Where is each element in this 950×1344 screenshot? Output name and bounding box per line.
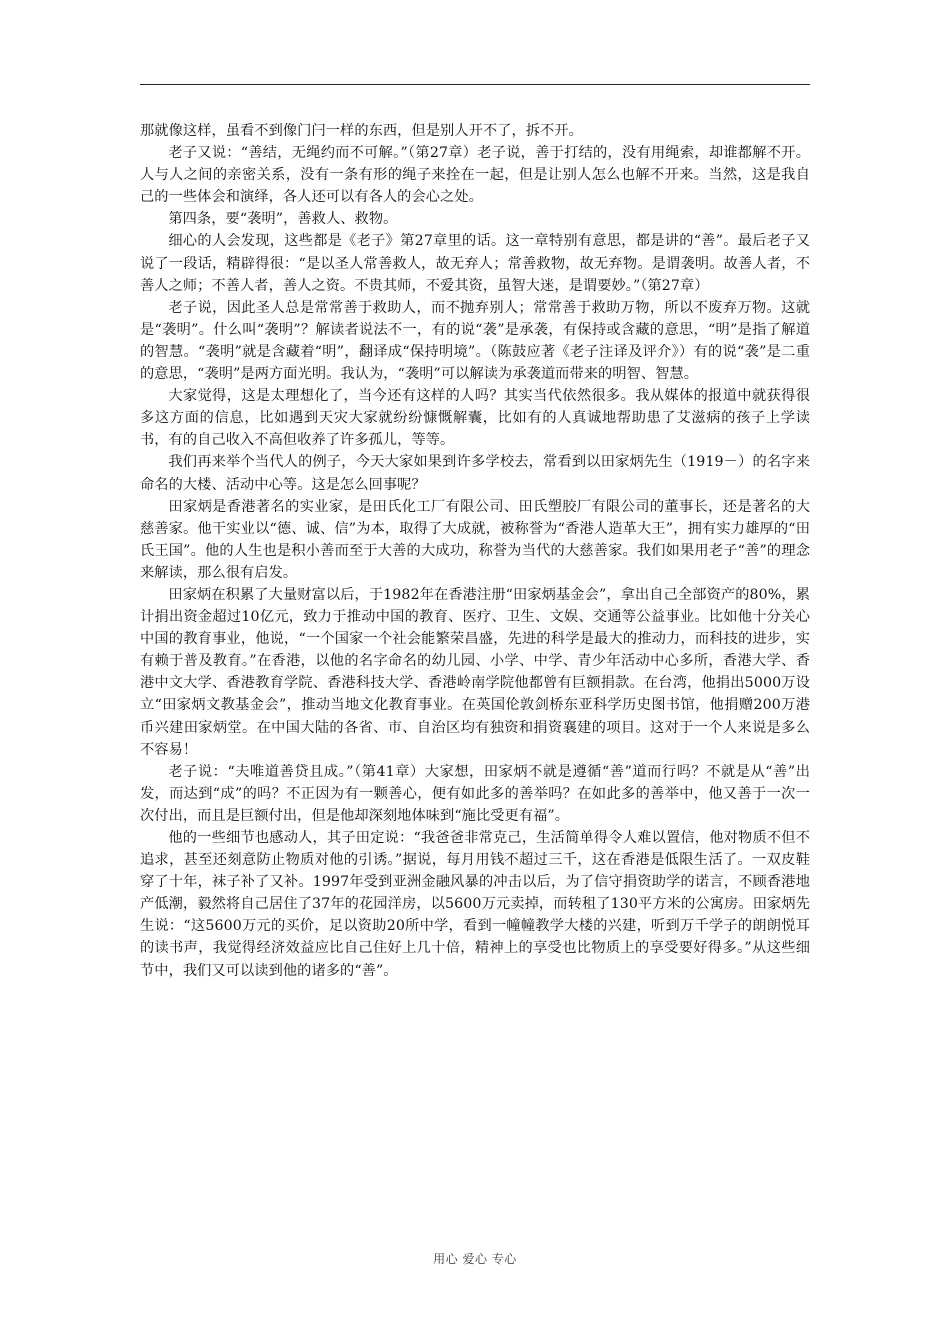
- paragraph: 我们再来举个当代人的例子，今天大家如果到许多学校去，常看到以田家炳先生（1919－）的名字来命名的大楼、活动中心等。这是怎么回事呢？: [140, 454, 810, 493]
- paragraph: 老子又说：“善结，无绳约而不可解。”（第27章）老子说，善于打结的，没有用绳索，却谁都解不开。人与人之间的亲密关系，没有一条有形的绳子来拴在一起，但是让别人怎么也解不开来。当然，这是我自己的一些体会和演绎，各人还可以有各人的会心之处。: [140, 145, 810, 206]
- paragraph: 他的一些细节也感动人，其子田定说：“我爸爸非常克己，生活简单得令人难以置信，他对物质不但不追求，甚至还刻意防止物质对他的引诱。”据说，每月用钱不超过三千，这在香港是低限生活了。一双皮鞋穿了十年，袜子补了又补。1997年受到亚洲金融风暴的冲击以后，为了信守捐资助学的诺言，不顾香港地产低潮，毅然将自己居住了37年的花园洋房，以5600万元卖掉，而转租了130平方米的公寓房。田家炳先生说：“这5600万元的买价，足以资助20所中学，看到一幢幢教学大楼的兴建，听到万千学子的朗朗悦耳的读书声，我觉得经济效益应比自己住好上几十倍，精神上的享受也比物质上的享受要好得多。”从这些细节中，我们又可以读到他的诸多的“善”。: [140, 830, 810, 979]
- page-footer: 用心 爱心 专心: [433, 1252, 517, 1266]
- paragraph-section-heading: 第四条，要“袭明”，善救人、救物。: [168, 211, 398, 228]
- header-rule: [140, 84, 810, 85]
- paragraph: 老子说：“夫唯道善贷且成。”（第41章）大家想，田家炳不就是遵循“善”道而行吗？不就是从“善”出发，而达到“成”的吗？不正因为有一颗善心，便有如此多的善举吗？在如此多的善举中，他又善于一次一次付出，而且是巨额付出，但是他却深刻地体味到“施比受更有福”。: [140, 763, 810, 824]
- paragraph: 细心的人会发现，这些都是《老子》第27章里的话。这一章特别有意思，都是讲的“善”。最后老子又说了一段话，精辟得很：“是以圣人常善救人，故无弃人；常善救物，故无弃物。是谓袭明。故善人者，不善人之师；不善人者，善人之资。不贵其师，不爱其资，虽智大迷，是谓要妙。”（第27章）: [140, 233, 810, 294]
- paragraph: 田家炳是香港著名的实业家，是田氏化工厂有限公司、田氏塑胶厂有限公司的董事长，还是著名的大慈善家。他干实业以“德、诚、信”为本，取得了大成就，被称誉为“香港人造革大王”，拥有实力雄厚的“田氏王国”。他的人生也是积小善而至于大善的大成功，称誉为当代的大慈善家。我们如果用老子“善”的理念来解读，那么很有启发。: [140, 498, 810, 581]
- paragraph-continuation: 那就像这样，虽看不到像门闩一样的东西，但是别人开不了，拆不开。: [140, 123, 583, 139]
- paragraph: 田家炳在积累了大量财富以后，于1982年在香港注册“田家炳基金会”，拿出自己全部资产的80%，累计捐出资金超过10亿元，致力于推动中国的教育、医疗、卫生、文娱、交通等公益事业。比如他十分关心中国的教育事业，他说，“一个国家一个社会能繁荣昌盛，先进的科学是最大的推动力，而科技的进步，实有赖于普及教育。”在香港，以他的名字命名的幼儿园、小学、中学、青少年活动中心多所，香港大学、香港中文大学、香港教育学院、香港科技大学、香港岭南学院他都曾有巨额捐款。在台湾，他捐出5000万设立“田家炳文教基金会”，推动当地文化教育事业。在英国伦敦剑桥东亚科学历史图书馆，他捐赠200万港币兴建田家炳堂。在中国大陆的各省、市、自治区均有独资和捐资襄建的项目。这对于一个人来说是多么不容易！: [140, 586, 810, 758]
- paragraph: 老子说，因此圣人总是常常善于救助人，而不抛弃别人；常常善于救助万物，所以不废弃万物。这就是“袭明”。什么叫“袭明”？解读者说法不一，有的说“袭”是承袭，有保持或含藏的意思，“明”是指了解道的智慧。“袭明”就是含藏着“明”，翻译成“保持明境”。（陈鼓应著《老子注译及评介》）有的说“袭”是二重的意思，“袭明”是两方面光明。我认为，“袭明”可以解读为承袭道而带来的明智、智慧。: [140, 299, 810, 383]
- document-body: [140, 120, 810, 982]
- paragraph: 大家觉得，这是太理想化了，当今还有这样的人吗？其实当代依然很多。我从媒体的报道中就获得很多这方面的信息，比如遇到天灾大家就纷纷慷慨解囊，比如有的人真诚地帮助患了艾滋病的孩子上学读书，有的自己收入不高但收养了许多孤儿，等等。: [140, 388, 810, 449]
